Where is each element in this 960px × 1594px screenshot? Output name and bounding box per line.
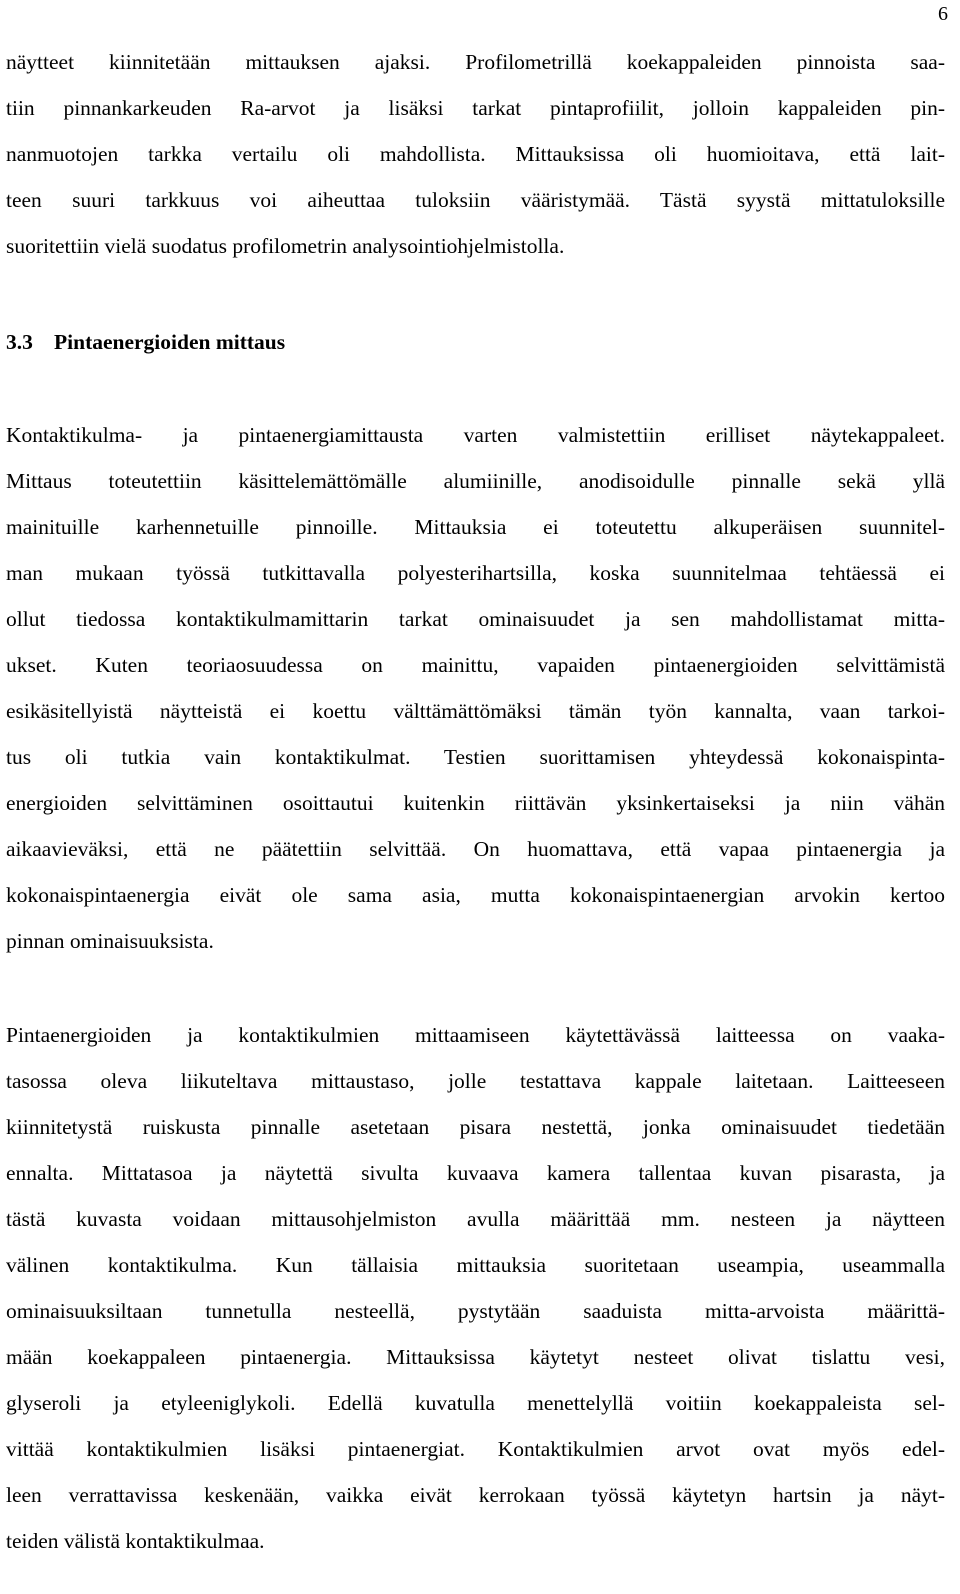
text-line: mainituille karhennetuille pinnoille. Mittauksia ei toteutettu alkuperäisen suunnitel- — [6, 515, 945, 539]
text-line: vittää kontaktikulmien lisäksi pintaenergiat. Kontaktikulmien arvot ovat myös edel- — [6, 1437, 945, 1461]
text-line: ennalta. Mittatasoa ja näytettä sivulta kuvaava kamera tallentaa kuvan pisarasta, ja — [6, 1161, 945, 1185]
text-line: tiin pinnankarkeuden Ra-arvot ja lisäksi tarkat pintaprofiilit, jolloin kappaleiden pin- — [6, 96, 945, 120]
text-line: välinen kontaktikulma. Kun tällaisia mittauksia suoritetaan useampia, useammalla — [6, 1253, 945, 1277]
text-line: tus oli tutkia vain kontaktikulmat. Testien suorittamisen yhteydessä kokonaispinta- — [6, 745, 945, 769]
text-line: näytteet kiinnitetään mittauksen ajaksi. Profilometrillä koekappaleiden pinnoista saa- — [6, 50, 945, 74]
section-heading — [6, 328, 285, 356]
section-number: 3.3 — [6, 330, 33, 354]
text-line: suoritettiin vielä suodatus profilometrin analysointiohjelmistolla. — [6, 234, 565, 258]
text-line: nanmuotojen tarkka vertailu oli mahdollista. Mittauksissa oli huomioitava, että lait- — [6, 142, 945, 166]
text-line: teen suuri tarkkuus voi aiheuttaa tuloksiin vääristymää. Tästä syystä mittatuloksille — [6, 188, 945, 212]
text-line: kiinnitetystä ruiskusta pinnalle asetetaan pisara nestettä, jonka ominaisuudet tiedetään — [6, 1115, 945, 1139]
text-line: aikaavieväksi, että ne päätettiin selvittää. On huomattava, että vapaa pintaenergia ja — [6, 837, 945, 861]
page-number: 6 — [938, 3, 948, 25]
text-line: leen verrattavissa keskenään, vaikka eivät kerrokaan työssä käytetyn hartsin ja näyt- — [6, 1483, 945, 1507]
text-line: pinnan ominaisuuksista. — [6, 929, 214, 953]
text-line: teiden välistä kontaktikulmaa. — [6, 1529, 265, 1553]
text-line: ominaisuuksiltaan tunnetulla nesteellä, pystytään saaduista mitta-arvoista määrittä- — [6, 1299, 945, 1323]
text-line: Mittaus toteutettiin käsittelemättömälle alumiinille, anodisoidulle pinnalle sekä yllä — [6, 469, 945, 493]
section-title: Pintaenergioiden mittaus — [54, 330, 286, 354]
text-line: man mukaan työssä tutkittavalla polyesterihartsilla, koska suunnitelmaa tehtäessä ei — [6, 561, 945, 585]
text-line: ukset. Kuten teoriaosuudessa on mainittu, vapaiden pintaenergioiden selvittämistä — [6, 653, 945, 677]
text-line: Kontaktikulma- ja pintaenergiamittausta varten valmistettiin erilliset näytekappaleet. — [6, 423, 945, 447]
text-line: glyseroli ja etyleeniglykoli. Edellä kuvatulla menettelyllä voitiin koekappaleista sel- — [6, 1391, 945, 1415]
text-line: mään koekappaleen pintaenergia. Mittauksissa käytetyt nesteet olivat tislattu vesi, — [6, 1345, 945, 1369]
text-line: tasossa oleva liikuteltava mittaustaso, jolle testattava kappale laitetaan. Laitteeseen — [6, 1069, 945, 1093]
text-line: kokonaispintaenergia eivät ole sama asia, mutta kokonaispintaenergian arvokin kertoo — [6, 883, 945, 907]
text-line: energioiden selvittäminen osoittautui kuitenkin riittävän yksinkertaiseksi ja niin vähän — [6, 791, 945, 815]
text-line: esikäsitellyistä näytteistä ei koettu välttämättömäksi tämän työn kannalta, vaan tarkoi- — [6, 699, 945, 723]
text-line: Pintaenergioiden ja kontaktikulmien mittaamiseen käytettävässä laitteessa on vaaka- — [6, 1023, 945, 1047]
text-line: tästä kuvasta voidaan mittausohjelmiston avulla määrittää mm. nesteen ja näytteen — [6, 1207, 945, 1231]
text-line: ollut tiedossa kontaktikulmamittarin tarkat ominaisuudet ja sen mahdollistamat mitta- — [6, 607, 945, 631]
